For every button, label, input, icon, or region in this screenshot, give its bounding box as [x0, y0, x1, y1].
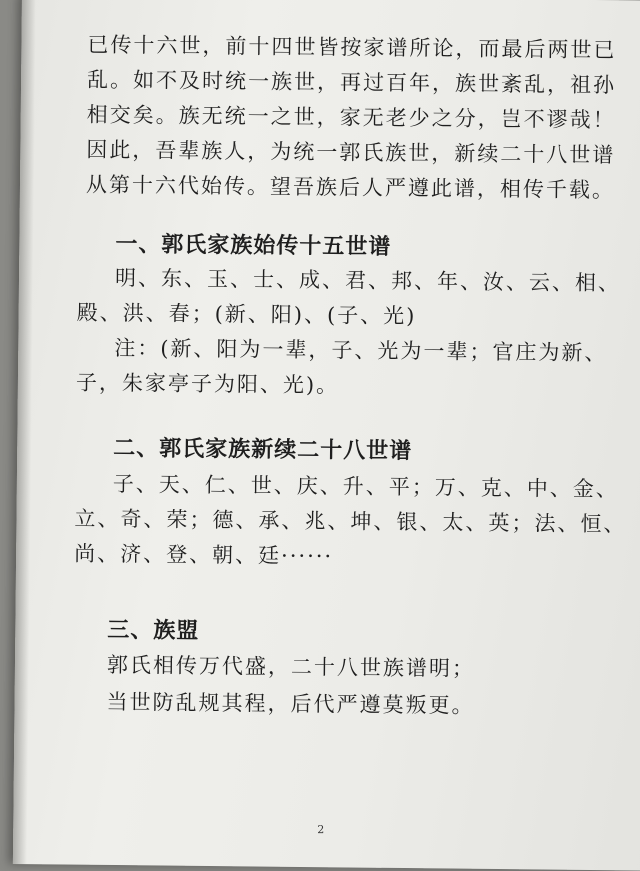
section-2-line-1: 子、天、仁、世、庆、升、平；万、克、中、金、 [112, 471, 619, 502]
section-3-line-2: 当世防乱规其程，后代严遵莫叛更。 [106, 689, 475, 718]
intro-line-4: 因此，吾辈族人，为统一郭氏族世，新续二十八世谱 [86, 137, 616, 168]
section-1-line-2: 殿、洪、春；(新、阳)、(子、光) [76, 300, 417, 329]
section-1-heading: 一、郭氏家族始传十五世谱 [115, 230, 392, 260]
page-fold-shadow [13, 0, 36, 864]
section-2-line-2: 立、奇、荣；德、承、兆、坤、银、太、英；法、恒、 [74, 506, 627, 537]
section-1-note-line-1: 注：(新、阳为一辈，子、光为一辈；官庄为新、 [114, 335, 608, 366]
section-3-line-1: 郭氏相传万代盛，二十八世族谱明； [106, 652, 476, 681]
section-3-heading: 三、族盟 [107, 616, 200, 644]
intro-line-2: 乱。如不及时统一族世，再过百年，族世紊乱，祖孙 [86, 67, 617, 98]
section-1-line-1: 明、东、玉、士、成、君、邦、年、汝、云、相、 [114, 265, 622, 296]
document-page [13, 0, 640, 871]
intro-line-5: 从第十六代始传。望吾族后人严遵此谱，相传千载。 [85, 172, 616, 203]
intro-line-3: 相交矣。族无统一之世，家无老少之分，岂不谬哉！ [86, 102, 616, 133]
section-2-heading: 二、郭氏家族新续二十八世谱 [113, 434, 413, 465]
section-1-note-line-2: 子，朱家亭子为阳、光)。 [75, 370, 340, 398]
page-number: 2 [317, 823, 325, 837]
section-2-line-3: 尚、济、登、朝、廷······ [74, 541, 334, 569]
intro-line-1: 已传十六世，前十四世皆按家谱所论，而最后两世已 [87, 32, 617, 63]
